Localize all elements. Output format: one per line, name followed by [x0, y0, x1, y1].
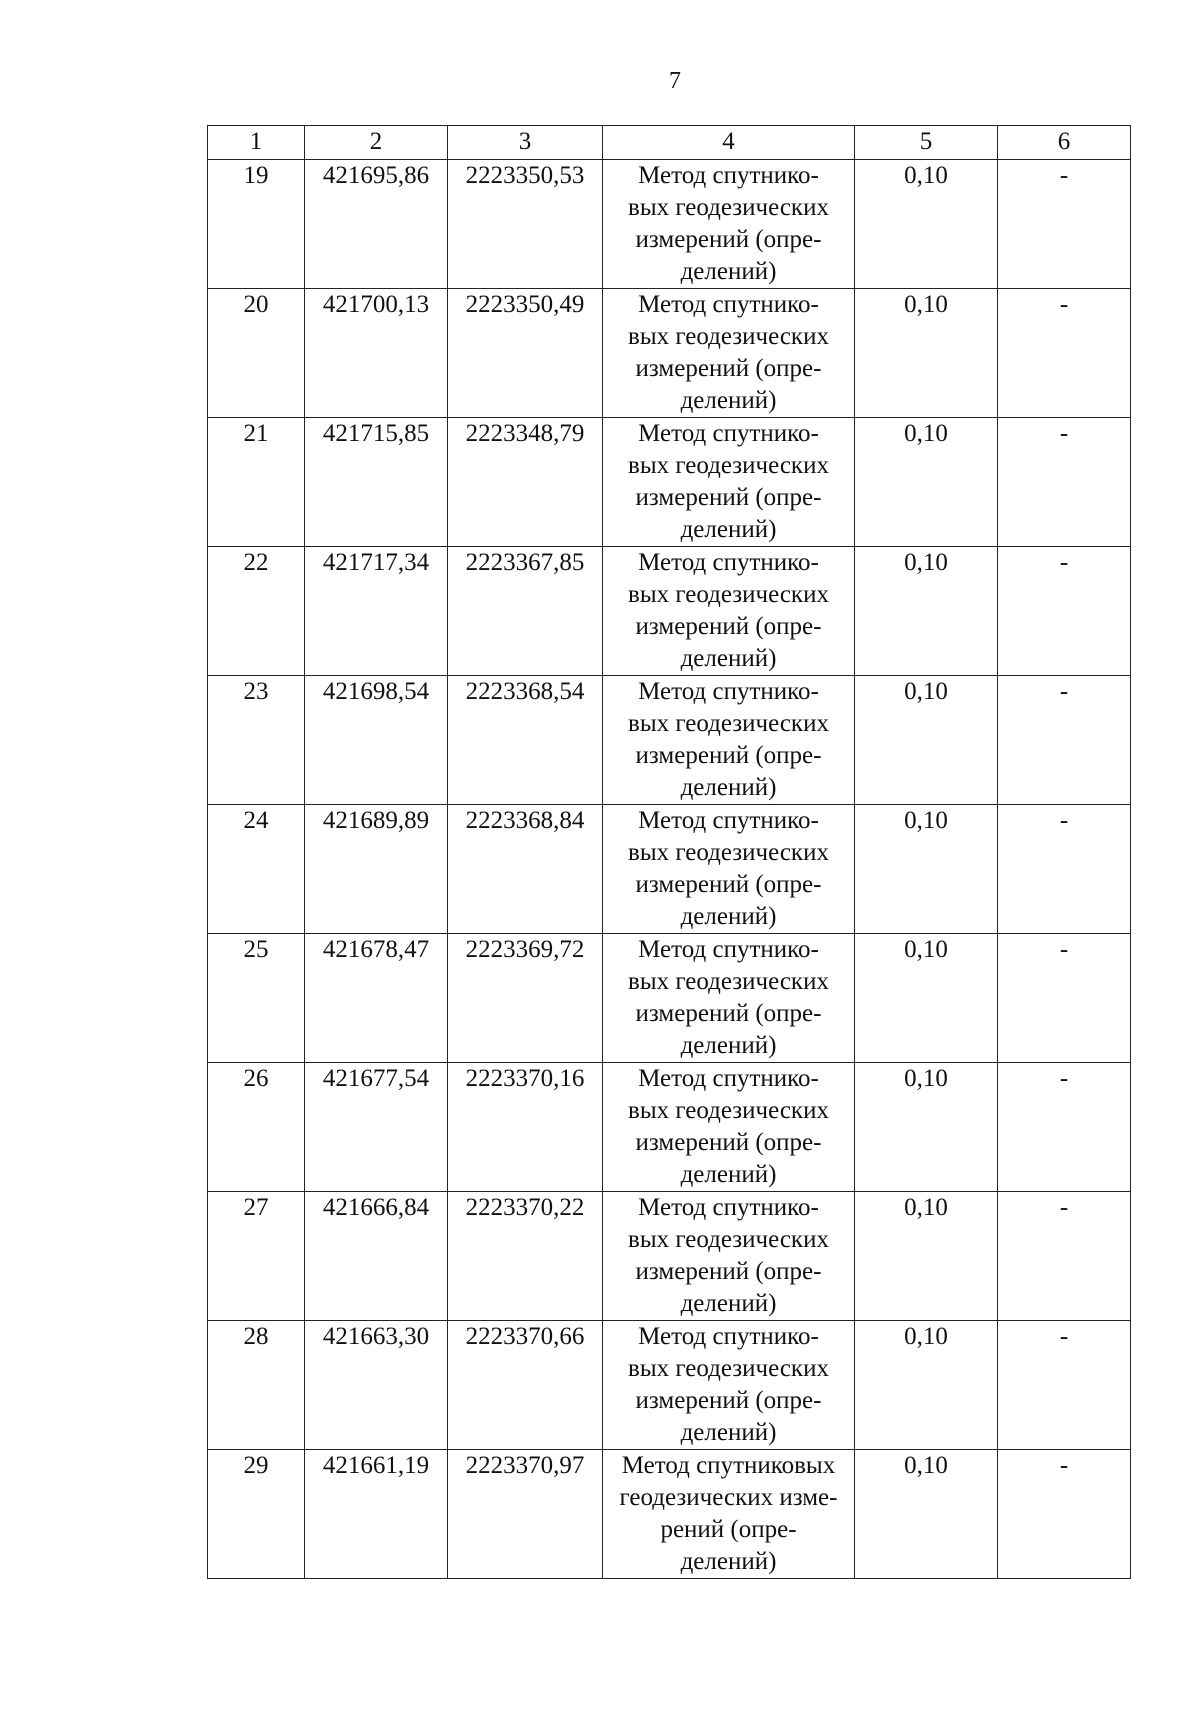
header-col-2: 2: [305, 126, 448, 160]
accuracy: 0,10: [855, 160, 998, 289]
coord-y: 2223370,22: [448, 1192, 603, 1321]
accuracy: 0,10: [855, 289, 998, 418]
coord-x: 421695,86: [305, 160, 448, 289]
method-line: делений): [680, 258, 777, 285]
coord-y: 2223350,49: [448, 289, 603, 418]
coord-y: 2223367,85: [448, 547, 603, 676]
accuracy: 0,10: [855, 1321, 998, 1450]
method-line: делений): [680, 1419, 777, 1446]
method-line: делений): [680, 1548, 777, 1575]
point-number: 29: [208, 1450, 305, 1579]
method-line: делений): [680, 1032, 777, 1059]
coord-x: 421677,54: [305, 1063, 448, 1192]
table-row: [208, 160, 1131, 289]
point-number: 19: [208, 160, 305, 289]
note: -: [998, 1450, 1131, 1579]
method-line: измерений (опре-: [635, 1387, 822, 1414]
method-cell: [603, 1192, 855, 1321]
accuracy: 0,10: [855, 676, 998, 805]
table-header: [208, 126, 1131, 160]
coord-x: 421666,84: [305, 1192, 448, 1321]
method-cell: [603, 547, 855, 676]
coord-x: 421689,89: [305, 805, 448, 934]
table-row: [208, 1321, 1131, 1450]
method-line: рений (опре-: [660, 1516, 797, 1543]
table-row: [208, 1192, 1131, 1321]
accuracy: 0,10: [855, 418, 998, 547]
method-line: вых геодезических: [628, 1097, 829, 1124]
coord-x: 421663,30: [305, 1321, 448, 1450]
method-line: вых геодезических: [628, 1226, 829, 1253]
point-number: 23: [208, 676, 305, 805]
note: -: [998, 418, 1131, 547]
coord-x: 421698,54: [305, 676, 448, 805]
point-number: 24: [208, 805, 305, 934]
method-line: Метод спутнико-: [638, 1194, 819, 1221]
note: -: [998, 547, 1131, 676]
method-line: измерений (опре-: [635, 871, 822, 898]
method-line: вых геодезических: [628, 968, 829, 995]
coord-x: 421717,34: [305, 547, 448, 676]
method-cell: [603, 1321, 855, 1450]
coord-y: 2223350,53: [448, 160, 603, 289]
page-number: 7: [669, 68, 681, 94]
method-line: вых геодезических: [628, 194, 829, 221]
method-line: делений): [680, 516, 777, 543]
method-line: измерений (опре-: [635, 1258, 822, 1285]
method-cell: [603, 1063, 855, 1192]
method-line: измерений (опре-: [635, 1000, 822, 1027]
header-col-3: 3: [448, 126, 603, 160]
table-row: [208, 547, 1131, 676]
coord-y: 2223370,97: [448, 1450, 603, 1579]
note: -: [998, 1192, 1131, 1321]
coord-x: 421661,19: [305, 1450, 448, 1579]
method-line: вых геодезических: [628, 452, 829, 479]
table-body: [208, 160, 1131, 1579]
coord-y: 2223368,84: [448, 805, 603, 934]
method-line: вых геодезических: [628, 323, 829, 350]
note: -: [998, 1063, 1131, 1192]
header-col-6: 6: [998, 126, 1131, 160]
header-row: [208, 126, 1131, 160]
method-line: Метод спутнико-: [638, 291, 819, 318]
note: -: [998, 160, 1131, 289]
method-line: Метод спутнико-: [638, 936, 819, 963]
accuracy: 0,10: [855, 1192, 998, 1321]
coord-x: 421700,13: [305, 289, 448, 418]
method-cell: [603, 676, 855, 805]
point-number: 22: [208, 547, 305, 676]
method-line: Метод спутнико-: [638, 807, 819, 834]
method-line: делений): [680, 903, 777, 930]
method-line: вых геодезических: [628, 839, 829, 866]
method-cell: [603, 289, 855, 418]
note: -: [998, 289, 1131, 418]
point-number: 25: [208, 934, 305, 1063]
method-line: измерений (опре-: [635, 1129, 822, 1156]
method-line: Метод спутнико-: [638, 1323, 819, 1350]
method-line: делений): [680, 645, 777, 672]
method-cell: [603, 934, 855, 1063]
coord-y: 2223370,66: [448, 1321, 603, 1450]
table-row: [208, 1450, 1131, 1579]
method-line: Метод спутниковых: [621, 1452, 836, 1479]
header-col-4: 4: [603, 126, 855, 160]
coord-y: 2223348,79: [448, 418, 603, 547]
method-cell: [603, 418, 855, 547]
coordinates-table: [207, 125, 1131, 1579]
point-number: 20: [208, 289, 305, 418]
table-row: [208, 805, 1131, 934]
method-line: вых геодезических: [628, 1355, 829, 1382]
method-line: Метод спутнико-: [638, 678, 819, 705]
method-line: вых геодезических: [628, 581, 829, 608]
note: -: [998, 805, 1131, 934]
method-line: измерений (опре-: [635, 613, 822, 640]
accuracy: 0,10: [855, 934, 998, 1063]
coord-x: 421678,47: [305, 934, 448, 1063]
header-col-1: 1: [208, 126, 305, 160]
table-row: [208, 676, 1131, 805]
method-line: Метод спутнико-: [638, 1065, 819, 1092]
header-col-5: 5: [855, 126, 998, 160]
coord-y: 2223369,72: [448, 934, 603, 1063]
accuracy: 0,10: [855, 805, 998, 934]
point-number: 27: [208, 1192, 305, 1321]
method-line: Метод спутнико-: [638, 549, 819, 576]
table-row: [208, 418, 1131, 547]
method-line: Метод спутнико-: [638, 420, 819, 447]
point-number: 26: [208, 1063, 305, 1192]
accuracy: 0,10: [855, 1063, 998, 1192]
method-line: Метод спутнико-: [638, 162, 819, 189]
coord-y: 2223368,54: [448, 676, 603, 805]
method-cell: [603, 805, 855, 934]
point-number: 21: [208, 418, 305, 547]
coord-x: 421715,85: [305, 418, 448, 547]
coord-y: 2223370,16: [448, 1063, 603, 1192]
method-cell: [603, 1450, 855, 1579]
note: -: [998, 1321, 1131, 1450]
method-cell: [603, 160, 855, 289]
method-line: измерений (опре-: [635, 355, 822, 382]
table-row: [208, 289, 1131, 418]
method-line: делений): [680, 1161, 777, 1188]
method-line: измерений (опре-: [635, 742, 822, 769]
table-row: [208, 1063, 1131, 1192]
method-line: делений): [680, 387, 777, 414]
method-line: измерений (опре-: [635, 484, 822, 511]
accuracy: 0,10: [855, 547, 998, 676]
method-line: делений): [680, 774, 777, 801]
table-row: [208, 934, 1131, 1063]
note: -: [998, 934, 1131, 1063]
method-line: измерений (опре-: [635, 226, 822, 253]
method-line: вых геодезических: [628, 710, 829, 737]
note: -: [998, 676, 1131, 805]
method-line: делений): [680, 1290, 777, 1317]
accuracy: 0,10: [855, 1450, 998, 1579]
point-number: 28: [208, 1321, 305, 1450]
method-line: геодезических изме-: [619, 1484, 838, 1511]
